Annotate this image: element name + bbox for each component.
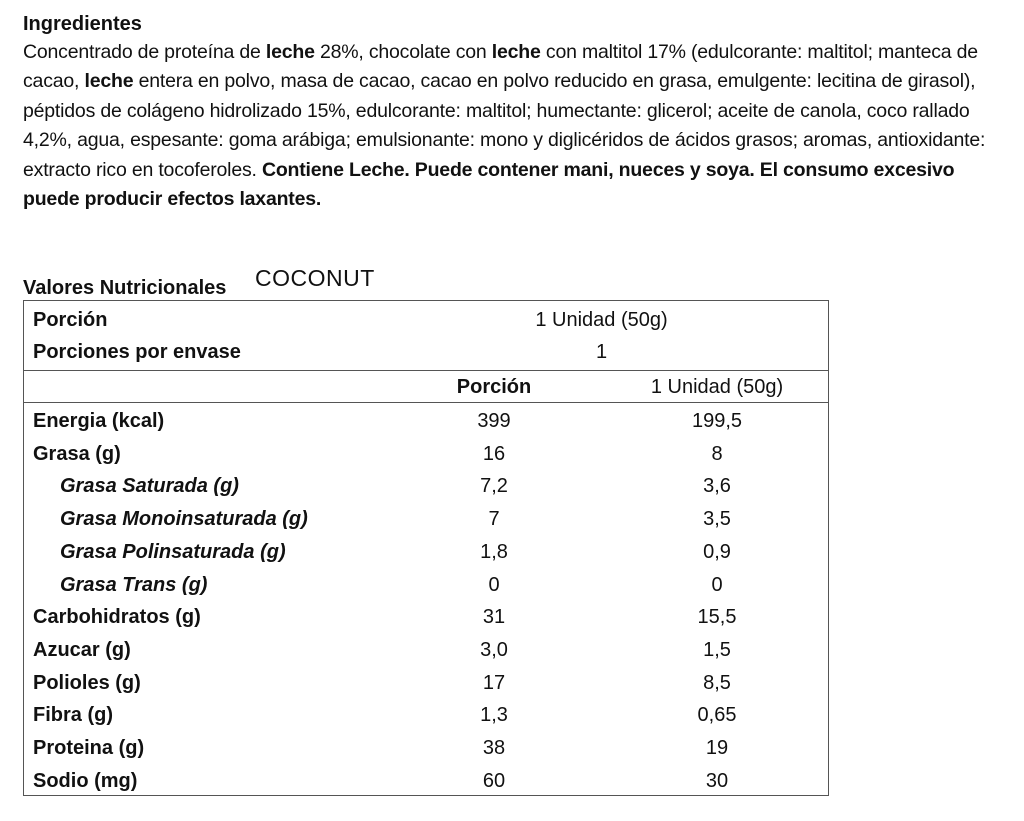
ingredients-segment: Concentrado de proteína de [23,41,266,63]
nutrient-value-unit: 3,6 [703,475,731,498]
nutrient-row [24,667,828,699]
serving-value: 1 Unidad (50g) [535,309,668,331]
nutrient-row [24,438,828,470]
nutrient-value-portion: 0 [488,573,500,596]
nutrient-row [24,470,828,502]
nutrient-value-portion: 1,8 [480,540,508,563]
nutrient-row [24,699,828,731]
nutrition-title: Valores Nutricionales [23,277,227,299]
nutrient-value-unit: 0,9 [703,540,731,563]
nutrient-value-portion: 3,0 [480,638,508,661]
nutrient-value-unit: 0,65 [697,704,737,727]
nutrient-value-portion: 60 [482,769,506,792]
nutrient-value-portion: 17 [482,671,506,694]
nutrient-value-unit: 19 [705,737,729,759]
nutrient-value-unit: 199,5 [691,410,743,432]
nutrient-label: Carbohidratos (g) [33,606,201,629]
nutrient-label: Grasa Monoinsaturada (g) [60,508,308,531]
nutrient-value-unit: 30 [705,769,729,792]
ingredients-segment: 28%, chocolate con [314,41,492,63]
nutrient-label: Grasa (g) [33,442,121,465]
nutrient-value-portion: 38 [482,737,506,759]
nutrition-table [23,300,829,796]
nutrient-value-unit: 0 [711,573,723,596]
nutrient-label: Proteina (g) [33,737,145,759]
nutrient-label: Grasa Polinsaturada (g) [60,540,286,563]
ingredients-title: Ingredientes [23,13,142,35]
nutrient-label: Azucar (g) [33,638,131,661]
nutrient-value-portion: 7,2 [480,475,508,498]
ingredients-segment: entera en polvo, masa de cacao, cacao en polvo reducido en grasa, emulgente: lecitina de girasol), péptidos de colágeno hidrolizado 15%, edulcorante: maltitol; humectante: glicerol; aceite de canola, coco rallado 4,2%, agua, espesante: goma arábiga; emulsionante: mono y diglicéridos de ácidos grasos; aromas, antioxidante: extracto rico en tocoferoles. [23,70,986,181]
ingredients-text [23,38,1008,214]
nutrient-label: Energia (kcal) [33,410,165,432]
servings-per-container-value: 1 [595,341,608,363]
ingredients-segment-bold: leche [491,41,541,63]
nutrient-row [24,634,828,666]
nutrient-value-unit: 1,5 [703,638,731,661]
servings-per-container-row [24,336,828,368]
table-divider [24,402,828,403]
nutrient-label: Sodio (mg) [33,769,138,792]
nutrient-row [24,765,828,797]
nutrient-row [24,536,828,568]
column-header-unit: 1 Unidad (50g) [650,376,784,398]
servings-per-container-label: Porciones por envase [33,341,241,363]
nutrient-row [24,503,828,535]
ingredients-segment-bold: leche [265,41,315,63]
allergen-warning: Contiene Leche. Puede contener mani, nueces y soya. El consumo excesivo puede producir efectos laxantes. [23,158,955,211]
column-header-row [24,371,828,403]
nutrient-row [24,405,828,437]
ingredients-segment: con maltitol 17% (edulcorante: maltitol; manteca de cacao, [23,41,978,93]
nutrient-row [24,569,828,601]
nutrient-value-unit: 8,5 [703,671,731,694]
nutrient-value-unit: 15,5 [697,606,737,629]
nutrient-label: Fibra (g) [33,704,113,727]
nutrient-label: Polioles (g) [33,671,141,694]
nutrient-label: Grasa Trans (g) [60,573,208,596]
nutrient-value-portion: 16 [482,442,506,465]
nutrient-value-portion: 399 [477,410,511,432]
nutrient-row [24,601,828,633]
nutrient-value-unit: 3,5 [703,508,731,531]
nutrient-value-portion: 1,3 [480,704,508,727]
column-header-portion: Porción [456,376,532,398]
nutrient-value-portion: 31 [482,606,506,629]
nutrient-row [24,732,828,764]
ingredients-segment-bold: leche [84,70,134,93]
nutrient-value-portion: 7 [488,508,500,531]
serving-label: Porción [33,309,108,331]
serving-row [24,304,828,336]
nutrient-value-unit: 8 [711,442,723,465]
nutrient-label: Grasa Saturada (g) [60,475,239,498]
product-variant: COCONUT [255,265,375,291]
